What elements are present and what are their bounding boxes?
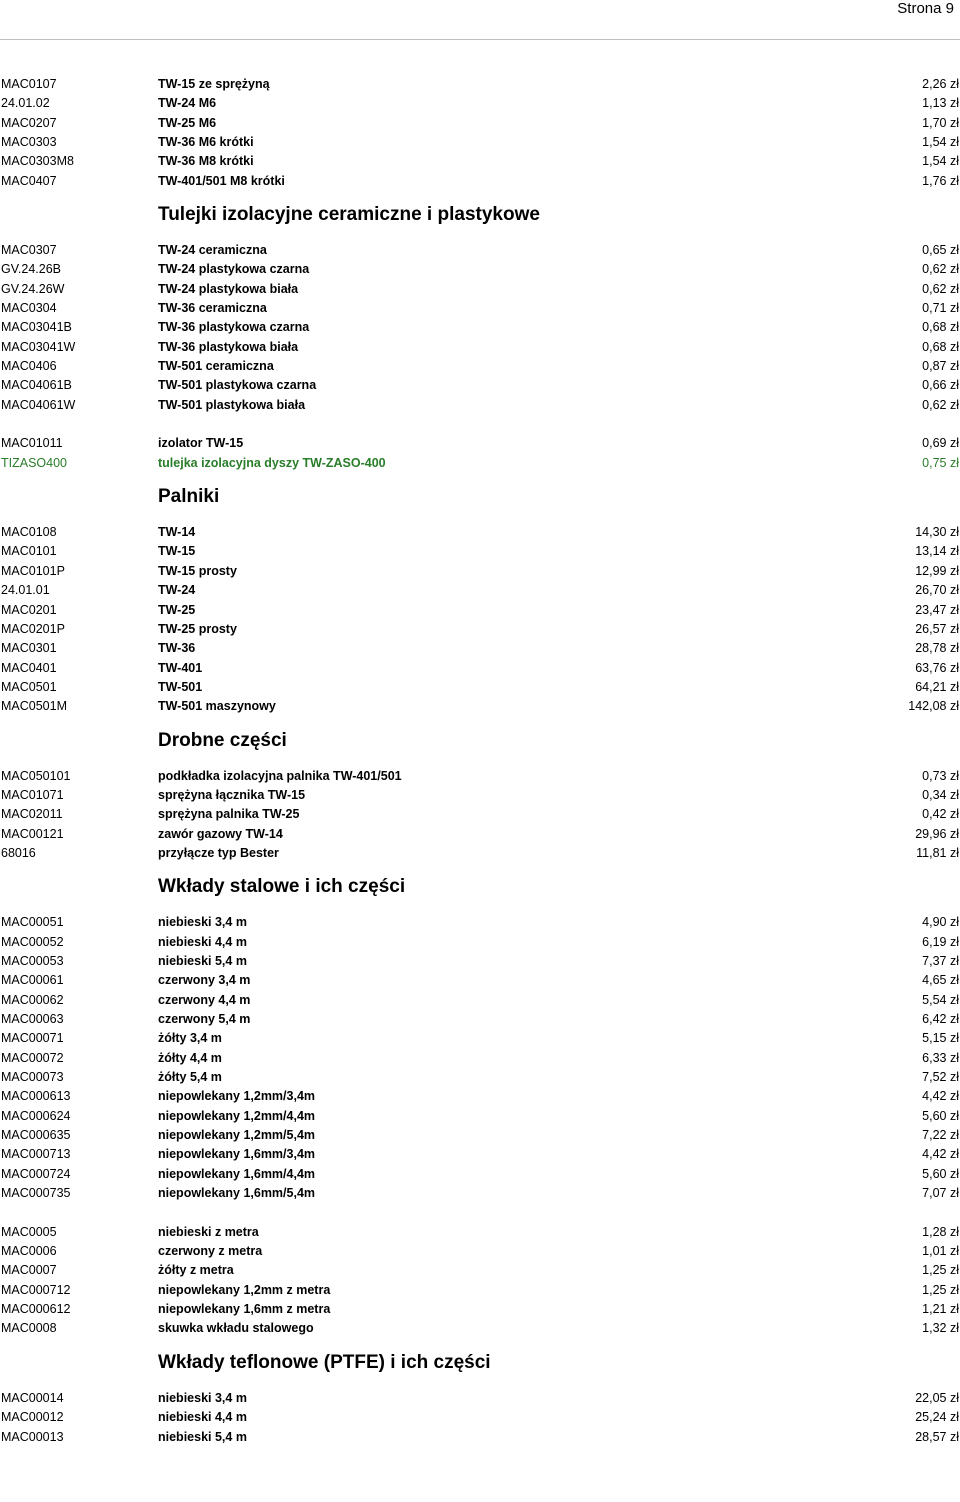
product-code: MAC02011	[1, 807, 63, 822]
product-price: 1,32 zł	[922, 1321, 959, 1336]
product-price: 0,87 zł	[922, 359, 959, 374]
product-price: 64,21 zł	[915, 679, 959, 694]
product-price: 11,81 zł	[916, 845, 959, 860]
product-price: 23,47 zł	[915, 602, 959, 617]
product-price: 1,54 zł	[922, 135, 959, 150]
product-name: TW-25 prosty	[158, 621, 237, 636]
section-heading: Wkłady teflonowe (PTFE) i ich części	[158, 1351, 491, 1373]
section-heading: Palniki	[158, 486, 220, 508]
product-price: 0,66 zł	[922, 378, 959, 393]
product-name: TW-36 M8 krótki	[158, 154, 254, 169]
product-price: 1,28 zł	[922, 1224, 959, 1239]
product-price: 6,33 zł	[922, 1050, 959, 1065]
product-price: 1,70 zł	[922, 115, 959, 130]
product-row	[0, 1068, 960, 1087]
product-code: MAC000713	[1, 1147, 71, 1162]
product-row	[0, 1223, 960, 1242]
product-price: 0,62 zł	[922, 281, 959, 296]
product-name: niepowlekany 1,6mm/5,4m	[158, 1186, 316, 1201]
product-price: 0,62 zł	[922, 397, 959, 412]
product-row	[0, 396, 960, 415]
product-code: MAC0006	[1, 1244, 57, 1259]
product-name: TW-501 maszynowy	[158, 699, 276, 714]
product-name: TW-24 ceramiczna	[158, 243, 267, 258]
product-row	[0, 280, 960, 299]
section-heading: Drobne części	[158, 729, 287, 751]
product-price: 7,07 zł	[922, 1186, 959, 1201]
product-code: MAC0201P	[1, 621, 65, 636]
product-name: niepowlekany 1,2mm/5,4m	[158, 1128, 316, 1143]
product-code: MAC0307	[1, 243, 57, 258]
product-code: MAC00121	[1, 826, 64, 841]
section-heading: Wkłady stalowe i ich części	[158, 876, 406, 898]
product-name: niebieski 5,4 m	[158, 1429, 247, 1444]
product-row	[0, 786, 960, 805]
product-row	[0, 1300, 960, 1319]
product-code: GV.24.26W	[1, 281, 65, 296]
product-code: MAC00014	[1, 1390, 64, 1405]
product-code: MAC0407	[1, 173, 57, 188]
product-name: niebieski 4,4 m	[158, 1410, 247, 1425]
product-name: TW-15 prosty	[158, 563, 237, 578]
product-name: tulejka izolacyjna dyszy TW-ZASO-400	[158, 455, 386, 470]
product-price: 63,76 zł	[915, 660, 959, 675]
product-row	[0, 376, 960, 395]
product-code: MAC00071	[1, 1031, 64, 1046]
product-row	[0, 1165, 960, 1184]
product-row	[0, 172, 960, 191]
product-row	[0, 933, 960, 952]
product-name: niebieski 3,4 m	[158, 915, 247, 930]
product-row	[0, 825, 960, 844]
product-price: 4,42 zł	[922, 1147, 959, 1162]
product-price: 0,42 zł	[922, 807, 959, 822]
product-code: MAC00063	[1, 1012, 64, 1027]
page-number: Strona 9	[897, 0, 954, 17]
product-code: MAC0401	[1, 660, 57, 675]
product-row	[0, 659, 960, 678]
product-code: MAC00073	[1, 1070, 64, 1085]
product-price: 28,78 zł	[915, 641, 959, 656]
product-name: niepowlekany 1,2mm z metra	[158, 1282, 331, 1297]
product-row	[0, 1010, 960, 1029]
product-code: MAC0303M8	[1, 154, 74, 169]
product-name: żółty 3,4 m	[158, 1031, 222, 1046]
product-price: 7,22 zł	[922, 1128, 959, 1143]
price-list	[0, 75, 960, 1447]
product-row	[0, 454, 960, 473]
product-price: 7,52 zł	[922, 1070, 959, 1085]
product-row	[0, 581, 960, 600]
product-code: MAC00061	[1, 973, 64, 988]
product-name: TW-15	[158, 544, 196, 559]
product-price: 0,75 zł	[922, 455, 959, 470]
product-price: 0,73 zł	[922, 768, 959, 783]
product-name: TW-24 M6	[158, 96, 217, 111]
product-code: MAC00013	[1, 1429, 64, 1444]
product-code: MAC00072	[1, 1050, 64, 1065]
product-code: MAC04061B	[1, 378, 72, 393]
product-row	[0, 767, 960, 786]
product-name: sprężyna łącznika TW-15	[158, 787, 306, 802]
product-name: zawór gazowy TW-14	[158, 826, 283, 841]
product-row	[0, 639, 960, 658]
product-price: 1,76 zł	[922, 173, 959, 188]
product-name: żółty z metra	[158, 1263, 234, 1278]
product-name: TW-401	[158, 660, 203, 675]
product-code: MAC03041W	[1, 339, 76, 354]
product-price: 12,99 zł	[915, 563, 959, 578]
product-name: TW-36 plastykowa czarna	[158, 320, 310, 335]
product-row	[0, 1389, 960, 1408]
product-code: MAC000712	[1, 1282, 71, 1297]
product-row	[0, 1319, 960, 1338]
product-code: MAC01011	[1, 436, 63, 451]
product-row	[0, 434, 960, 453]
product-code: MAC0501M	[1, 699, 67, 714]
product-price: 1,25 zł	[922, 1263, 959, 1278]
product-name: TW-14	[158, 525, 196, 540]
product-name: niebieski 3,4 m	[158, 1390, 247, 1405]
product-code: MAC0005	[1, 1224, 57, 1239]
product-name: podkładka izolacyjna palnika TW-401/501	[158, 768, 402, 783]
product-code: MAC0501	[1, 679, 57, 694]
product-code: MAC0101P	[1, 563, 65, 578]
product-name: skuwka wkładu stalowego	[158, 1321, 314, 1336]
product-name: niepowlekany 1,2mm/3,4m	[158, 1089, 316, 1104]
product-price: 0,62 zł	[922, 262, 959, 277]
product-code: MAC0007	[1, 1263, 57, 1278]
product-code: 24.01.01	[1, 583, 50, 598]
product-row	[0, 542, 960, 561]
product-name: niepowlekany 1,6mm z metra	[158, 1302, 331, 1317]
product-row	[0, 844, 960, 863]
product-name: TW-24 plastykowa czarna	[158, 262, 310, 277]
product-price: 7,37 zł	[922, 953, 959, 968]
product-price: 4,65 zł	[922, 973, 959, 988]
product-price: 0,65 zł	[922, 243, 959, 258]
product-name: niebieski 4,4 m	[158, 934, 247, 949]
product-price: 25,24 zł	[915, 1410, 959, 1425]
product-price: 1,13 zł	[922, 96, 959, 111]
product-name: sprężyna palnika TW-25	[158, 807, 300, 822]
product-code: MAC04061W	[1, 397, 76, 412]
product-price: 4,42 zł	[922, 1089, 959, 1104]
product-row	[0, 1087, 960, 1106]
product-row	[0, 562, 960, 581]
product-price: 5,54 zł	[922, 992, 959, 1007]
product-code: 68016	[1, 845, 36, 860]
product-price: 0,34 zł	[922, 787, 959, 802]
product-row	[0, 94, 960, 113]
product-code: MAC03041B	[1, 320, 72, 335]
product-row	[0, 1126, 960, 1145]
product-row	[0, 601, 960, 620]
product-code: MAC050101	[1, 768, 71, 783]
product-price: 6,42 zł	[922, 1012, 959, 1027]
product-price: 22,05 zł	[915, 1390, 959, 1405]
product-price: 0,68 zł	[922, 339, 959, 354]
product-code: MAC0406	[1, 359, 57, 374]
product-name: TW-25 M6	[158, 115, 217, 130]
product-price: 1,21 zł	[922, 1302, 959, 1317]
product-row	[0, 971, 960, 990]
product-code: MAC0008	[1, 1321, 57, 1336]
product-name: czerwony 3,4 m	[158, 973, 251, 988]
product-row	[0, 991, 960, 1010]
product-row	[0, 1408, 960, 1427]
product-code: MAC0201	[1, 602, 57, 617]
group-spacer	[0, 415, 960, 434]
product-code: MAC000624	[1, 1108, 71, 1123]
product-row	[0, 697, 960, 716]
product-price: 5,15 zł	[922, 1031, 959, 1046]
product-row	[0, 913, 960, 932]
product-name: TW-36 plastykowa biała	[158, 339, 299, 354]
product-name: TW-501 plastykowa biała	[158, 397, 306, 412]
product-code: TIZASO400	[1, 455, 67, 470]
product-code: MAC0108	[1, 525, 57, 540]
group-spacer	[0, 1203, 960, 1222]
product-code: MAC00012	[1, 1410, 64, 1425]
product-row	[0, 620, 960, 639]
product-price: 26,57 zł	[915, 621, 959, 636]
product-name: niepowlekany 1,2mm/4,4m	[158, 1108, 316, 1123]
product-code: MAC000735	[1, 1186, 71, 1201]
header-divider	[0, 39, 960, 40]
product-row	[0, 299, 960, 318]
product-row	[0, 260, 960, 279]
product-code: MAC0207	[1, 115, 57, 130]
product-row	[0, 133, 960, 152]
product-row	[0, 338, 960, 357]
product-row	[0, 241, 960, 260]
product-price: 6,19 zł	[922, 934, 959, 949]
product-row	[0, 1242, 960, 1261]
product-name: TW-36 ceramiczna	[158, 301, 267, 316]
product-price: 26,70 zł	[915, 583, 959, 598]
product-row	[0, 1145, 960, 1164]
product-row	[0, 1261, 960, 1280]
product-code: MAC00053	[1, 953, 64, 968]
product-code: MAC01071	[1, 787, 64, 802]
product-price: 14,30 zł	[915, 525, 959, 540]
product-code: MAC0304	[1, 301, 57, 316]
product-name: TW-401/501 M8 krótki	[158, 173, 285, 188]
product-name: czerwony 4,4 m	[158, 992, 251, 1007]
product-code: MAC00051	[1, 915, 64, 930]
product-price: 29,96 zł	[915, 826, 959, 841]
product-name: niepowlekany 1,6mm/3,4m	[158, 1147, 316, 1162]
product-name: TW-15 ze sprężyną	[158, 77, 270, 91]
product-row	[0, 114, 960, 133]
product-name: TW-24	[158, 583, 196, 598]
product-name: TW-25	[158, 602, 196, 617]
product-price: 0,69 zł	[922, 436, 959, 451]
product-name: niebieski z metra	[158, 1224, 259, 1239]
product-name: TW-501	[158, 679, 203, 694]
product-row	[0, 152, 960, 171]
product-name: czerwony 5,4 m	[158, 1012, 251, 1027]
product-name: przyłącze typ Bester	[158, 845, 279, 860]
product-row	[0, 318, 960, 337]
product-price: 1,54 zł	[922, 154, 959, 169]
product-price: 1,25 zł	[922, 1282, 959, 1297]
product-code: MAC0301	[1, 641, 57, 656]
product-row	[0, 357, 960, 376]
product-name: czerwony z metra	[158, 1244, 263, 1259]
product-row	[0, 1049, 960, 1068]
product-name: żółty 4,4 m	[158, 1050, 222, 1065]
product-row	[0, 678, 960, 697]
product-price: 13,14 zł	[915, 544, 959, 559]
product-price: 28,57 zł	[915, 1429, 959, 1444]
product-row	[0, 1184, 960, 1203]
product-price: 5,60 zł	[922, 1166, 959, 1181]
product-code: MAC00052	[1, 934, 64, 949]
product-code: MAC0303	[1, 135, 57, 150]
product-price: 0,71 zł	[922, 301, 959, 316]
product-price: 1,01 zł	[922, 1244, 959, 1259]
product-code: MAC000724	[1, 1166, 71, 1181]
product-row	[0, 952, 960, 971]
product-name: TW-24 plastykowa biała	[158, 281, 299, 296]
product-code: 24.01.02	[1, 96, 50, 111]
product-row	[0, 523, 960, 542]
product-price: 5,60 zł	[922, 1108, 959, 1123]
product-name: TW-501 ceramiczna	[158, 359, 274, 374]
product-price: 2,26 zł	[922, 77, 959, 91]
product-name: niebieski 5,4 m	[158, 953, 247, 968]
product-code: MAC0101	[1, 544, 57, 559]
product-name: izolator TW-15	[158, 436, 244, 451]
product-code: GV.24.26B	[1, 262, 62, 277]
section-heading: Tulejki izolacyjne ceramiczne i plastykowe	[158, 204, 540, 226]
product-row	[0, 75, 960, 94]
product-row	[0, 1107, 960, 1126]
product-name: TW-36	[158, 641, 196, 656]
product-price: 0,68 zł	[922, 320, 959, 335]
product-code: MAC000612	[1, 1302, 71, 1317]
product-row	[0, 805, 960, 824]
product-code: MAC000613	[1, 1089, 71, 1104]
product-name: TW-36 M6 krótki	[158, 135, 254, 150]
product-name: niepowlekany 1,6mm/4,4m	[158, 1166, 316, 1181]
product-code: MAC0107	[1, 77, 57, 91]
product-row	[0, 1428, 960, 1447]
product-code: MAC000635	[1, 1128, 71, 1143]
product-price: 142,08 zł	[908, 699, 959, 714]
product-name: TW-501 plastykowa czarna	[158, 378, 317, 393]
product-row	[0, 1281, 960, 1300]
product-row	[0, 1029, 960, 1048]
product-price: 4,90 zł	[922, 915, 959, 930]
product-name: żółty 5,4 m	[158, 1070, 222, 1085]
product-code: MAC00062	[1, 992, 64, 1007]
